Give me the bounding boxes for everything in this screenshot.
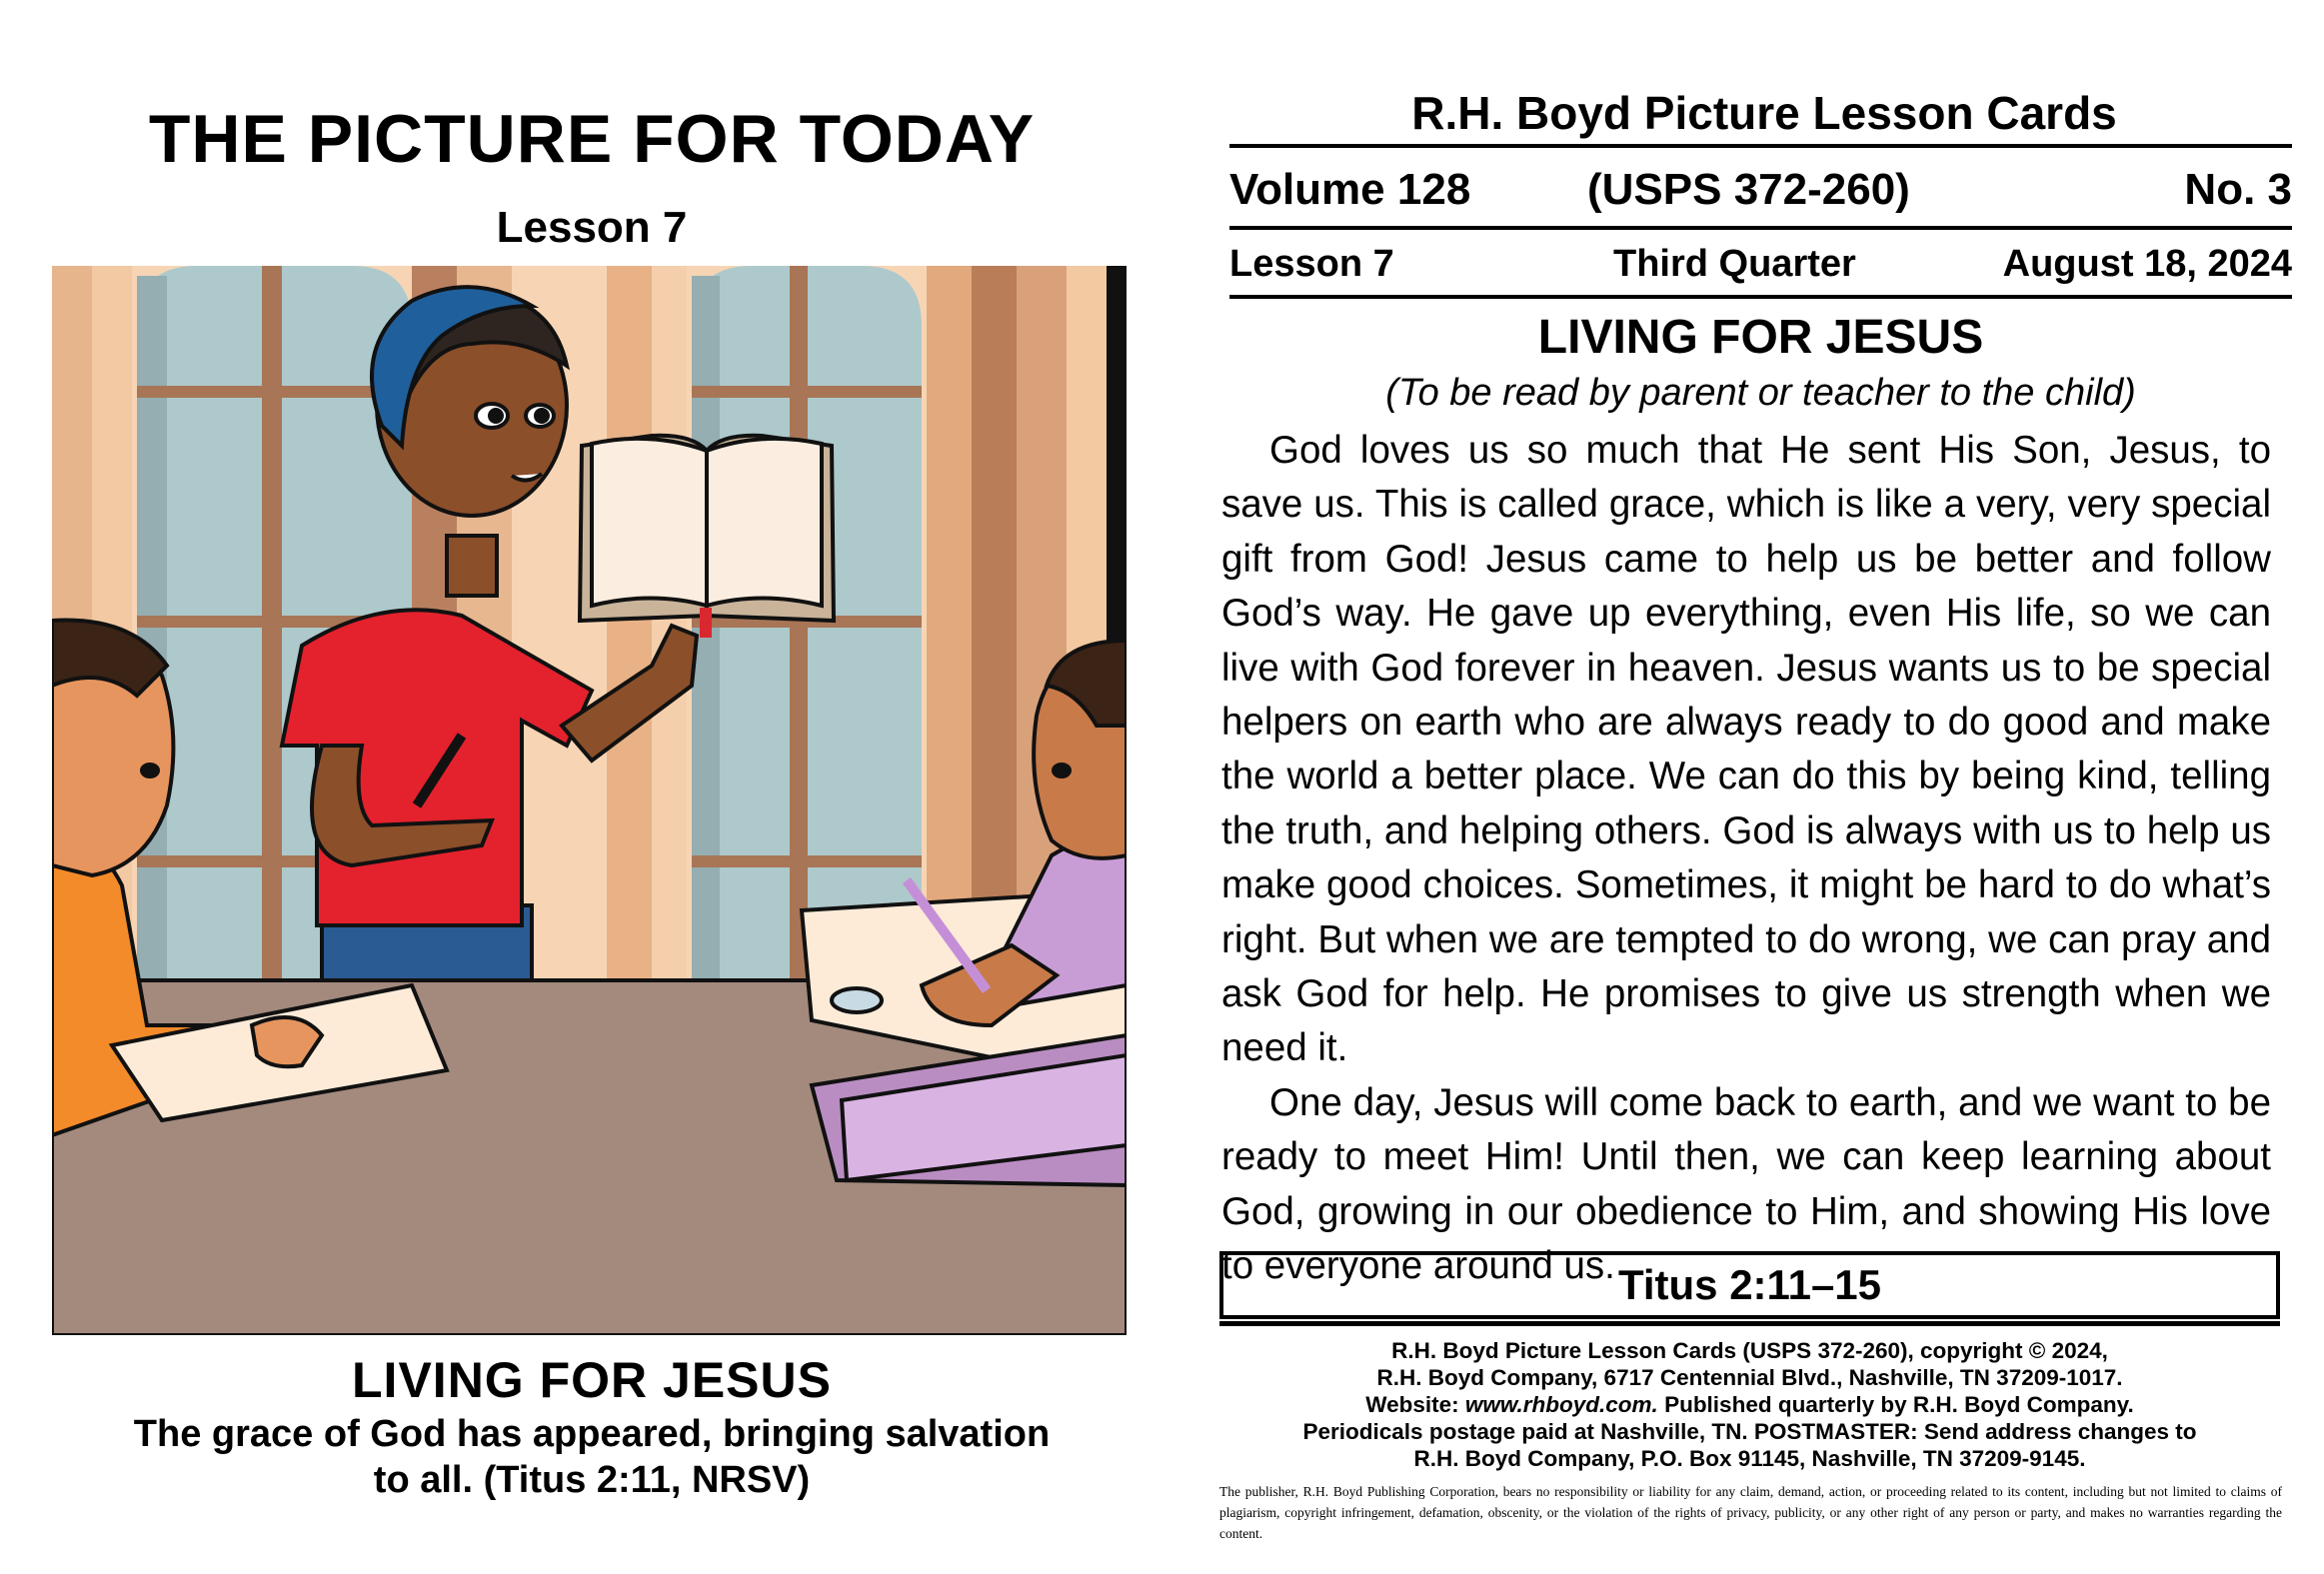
- window-right: [692, 266, 922, 985]
- publisher-line: R.H. Boyd Company, 6717 Centennial Blvd., Nashville, TN 37209-1017.: [1376, 1365, 2123, 1390]
- divider: [1219, 1321, 2280, 1326]
- story-paragraph: God loves us so much that He sent His Son, Jesus, to save us. This is called grace, which is like a very, very special gift from God! Jesus came to help us be better and follow God’s way. He gave up everything, even His life, so we can live with God forever in heaven. Jesus wants us to be special helpers on earth who are always ready to do good and make the world a better place. We can do this by being kind, telling the truth, and helping others. God is always with us to help us make good choices. Sometimes, it might be hard to do what’s right. But when we are tempted to do wrong, we can pray and ask God for help. He promises to give us strength when we need it.: [1221, 429, 2271, 1070]
- lesson-heading: LIVING FOR JESUS: [352, 1352, 832, 1408]
- page-title: THE PICTURE FOR TODAY: [148, 101, 1036, 177]
- quarter-label: Third Quarter: [1613, 243, 1856, 285]
- lesson-date: August 18, 2024: [2002, 243, 2292, 285]
- lesson-heading: LIVING FOR JESUS: [1537, 311, 1984, 364]
- reading-note: (To be read by parent or teacher to the child): [1385, 372, 2136, 414]
- website-label: Website:: [1365, 1392, 1465, 1417]
- publisher-line: [1219, 1391, 2280, 1418]
- lesson-text-page: [1219, 0, 2299, 1574]
- lesson-number: Lesson 7: [1229, 243, 1394, 285]
- issue-number: No. 3: [2184, 165, 2292, 214]
- publisher-info: [1219, 1337, 2280, 1472]
- publisher-line: R.H. Boyd Picture Lesson Cards (USPS 372-260), copyright © 2024,: [1391, 1338, 2108, 1363]
- masthead: R.H. Boyd Picture Lesson Cards: [1411, 87, 2117, 139]
- lesson-info-row: [1229, 243, 2292, 289]
- lesson-story: [1221, 424, 2271, 1294]
- legal-disclaimer: The publisher, R.H. Boyd Publishing Corporation, bears no responsibility or liability for any claim, demand, action, or proceeding related to its content, including but not limited to claims of plagiarism, copyright infringement, defamation, obscenity, or the violation of the rights of privacy, publicity, or any other right of any person or party, and makes no warranties regarding the content.: [1219, 1484, 2282, 1541]
- lesson-number: Lesson 7: [496, 203, 688, 252]
- memory-verse-line2: to all. (Titus 2:11, NRSV): [373, 1459, 811, 1501]
- memory-verse: [52, 1411, 1132, 1503]
- publisher-text: Published quarterly by R.H. Boyd Company.: [1657, 1392, 2134, 1417]
- publisher-line: Periodicals postage paid at Nashville, TN. POSTMASTER: Send address changes to: [1302, 1419, 2197, 1444]
- lesson-illustration: [52, 266, 1127, 1335]
- memory-verse-line1: The grace of God has appeared, bringing salvation: [133, 1413, 1051, 1455]
- usps-number: (USPS 372-260): [1587, 165, 1910, 214]
- publisher-line: R.H. Boyd Company, P.O. Box 91145, Nashville, TN 37209-9145.: [1413, 1446, 2086, 1471]
- website-link[interactable]: www.rhboyd.com.: [1464, 1392, 1658, 1417]
- divider: [1229, 226, 2292, 230]
- divider: [1229, 144, 2292, 148]
- volume-label: Volume 128: [1229, 165, 1471, 214]
- divider: [1229, 295, 2292, 299]
- scripture-reference: Titus 2:11–15: [1219, 1251, 2280, 1319]
- issue-info-row: [1229, 165, 2292, 221]
- story-paragraph: One day, Jesus will come back to earth, and we want to be ready to meet Him! Until then, we can keep learning about God, growing in our obedience to Him, and showing His love to everyone around us.: [1221, 1080, 2271, 1288]
- open-bible-drawing: [580, 436, 834, 638]
